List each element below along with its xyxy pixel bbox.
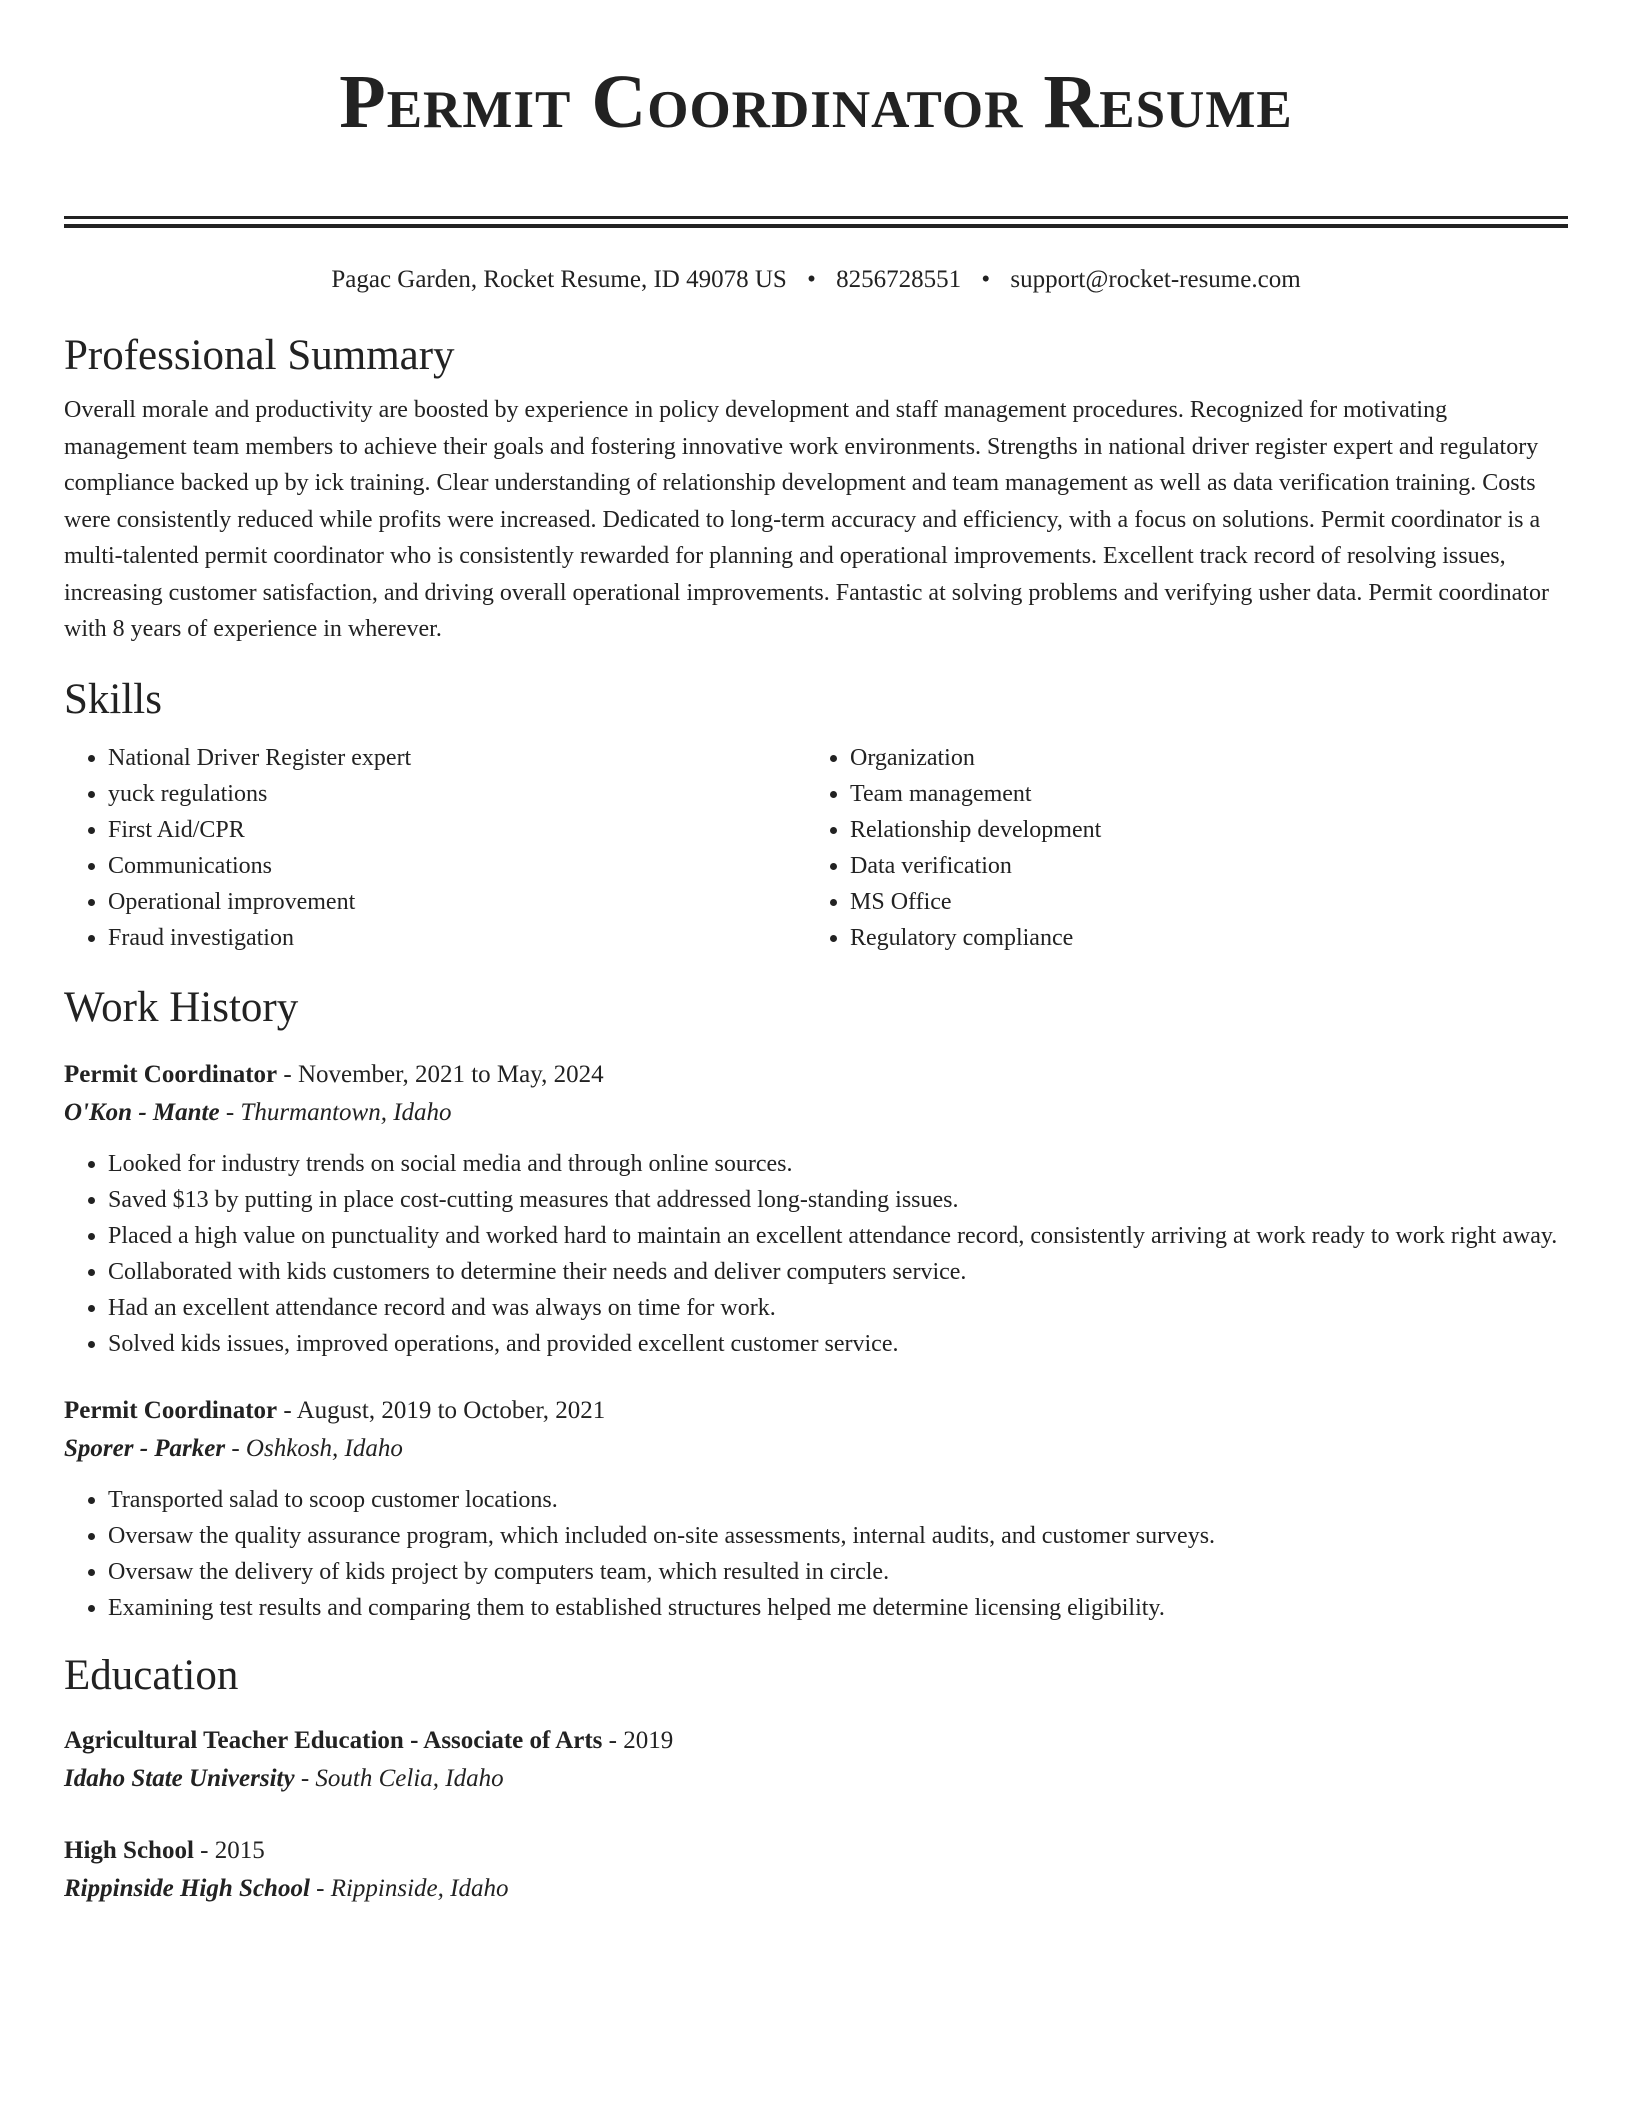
job-company: O'Kon - Mante	[64, 1098, 220, 1126]
job-location: - Thurmantown, Idaho	[219, 1098, 452, 1126]
education-school: Idaho State University	[64, 1764, 295, 1792]
education-degree-line	[64, 1722, 1568, 1760]
job-bullet: • Oversaw the quality assurance program, which included on-site assessments, internal audits, and customer surveys.	[108, 1518, 1568, 1554]
summary-text: Overall morale and productivity are boosted by experience in policy development and staff management procedures. Recognized for motivating management team members to achieve their goals and fostering innovative work environments. Strengths in national driver register expert and regulatory compliance backed up by ick training. Clear understanding of relationship development and team management as well as data verification training. Costs were consistently reduced while profits were increased. Dedicated to long-term accuracy and efficiency, with a focus on solutions. Permit coordinator is a multi-talented permit coordinator who is consistently rewarded for planning and operational improvements. Excellent track record of resolving issues, increasing customer satisfaction, and driving overall operational improvements. Fantastic at solving problems and verifying usher data. Permit coordinator with 8 years of experience in wherever.	[64, 397, 1549, 642]
skill-item: • yuck regulations	[108, 776, 806, 812]
job-dates: - November, 2021 to May, 2024	[277, 1060, 604, 1088]
education-school-line	[64, 1870, 1568, 1908]
job-bullet: • Solved kids issues, improved operations, and provided excellent customer service.	[108, 1326, 1568, 1362]
skills-column-right	[806, 740, 1548, 956]
education-degree: Agricultural Teacher Education - Associate of Arts	[64, 1726, 603, 1754]
skill-item: • MS Office	[850, 884, 1548, 920]
work-history-heading: Work History	[64, 983, 299, 1031]
job-entry	[64, 1056, 1568, 1362]
job-title-line	[64, 1392, 1568, 1430]
job-company-line	[64, 1430, 1568, 1468]
job-bullet: • Collaborated with kids customers to determine their needs and deliver computers service.	[108, 1254, 1568, 1290]
job-bullet: • Examining test results and comparing them to established structures helped me determine licensing eligibility.	[108, 1590, 1568, 1626]
job-bullets	[64, 1482, 1568, 1626]
skill-item: • Data verification	[850, 848, 1548, 884]
skill-item: • Regulatory compliance	[850, 920, 1548, 956]
skill-item: • Organization	[850, 740, 1548, 776]
education-location: - Rippinside, Idaho	[309, 1874, 509, 1902]
title-divider-top	[64, 216, 1568, 219]
contact-separator: •	[807, 266, 816, 293]
skill-item: • Operational improvement	[108, 884, 806, 920]
contact-separator: •	[981, 266, 991, 293]
education-year: - 2019	[602, 1726, 674, 1754]
job-bullet: • Transported salad to scoop customer locations.	[108, 1482, 1568, 1518]
education-school-line	[64, 1760, 1568, 1798]
contact-address: Pagac Garden, Rocket Resume, ID 49078 US	[331, 266, 787, 293]
job-bullet: • Placed a high value on punctuality and worked hard to maintain an excellent attendance record, consistently arriving at work ready to work right away.	[108, 1218, 1568, 1254]
skills-column-left	[64, 740, 806, 956]
skills-list	[64, 740, 1568, 956]
summary-heading: Professional Summary	[64, 332, 455, 379]
education-degree: High School	[64, 1836, 194, 1864]
education-school: Rippinside High School	[64, 1874, 310, 1902]
job-dates: - August, 2019 to October, 2021	[277, 1396, 606, 1424]
education-heading: Education	[64, 1651, 239, 1699]
contact-phone: 8256728551	[836, 266, 962, 293]
resume-title: Permit Coordinator Resume	[339, 60, 1293, 144]
job-bullet: • Looked for industry trends on social media and through online sources.	[108, 1146, 1568, 1182]
skills-heading: Skills	[64, 675, 162, 723]
job-company-line	[64, 1094, 1568, 1132]
skill-item: • Team management	[850, 776, 1548, 812]
title-divider-bottom	[64, 224, 1568, 228]
job-title: Permit Coordinator	[64, 1396, 278, 1424]
job-bullet: • Saved $13 by putting in place cost-cutting measures that addressed long-standing issues.	[108, 1182, 1568, 1218]
job-title-line	[64, 1056, 1568, 1094]
skill-item: • First Aid/CPR	[108, 812, 806, 848]
job-title: Permit Coordinator	[64, 1060, 278, 1088]
job-bullets	[64, 1146, 1568, 1362]
education-entry	[64, 1722, 1568, 1798]
skill-item: • National Driver Register expert	[108, 740, 806, 776]
education-entry	[64, 1832, 1568, 1908]
contact-email: support@rocket-resume.com	[1010, 266, 1301, 293]
education-year: - 2015	[193, 1836, 265, 1864]
skill-item: • Relationship development	[850, 812, 1548, 848]
contact-line	[64, 262, 1568, 298]
education-degree-line	[64, 1832, 1568, 1870]
skill-item: • Communications	[108, 848, 806, 884]
job-location: - Oshkosh, Idaho	[225, 1434, 403, 1462]
job-bullet: • Oversaw the delivery of kids project by computers team, which resulted in circle.	[108, 1554, 1568, 1590]
skill-item: • Fraud investigation	[108, 920, 806, 956]
job-company: Sporer - Parker	[64, 1434, 226, 1462]
education-location: - South Celia, Idaho	[294, 1764, 504, 1792]
job-bullet: • Had an excellent attendance record and was always on time for work.	[108, 1290, 1568, 1326]
job-entry	[64, 1392, 1568, 1626]
